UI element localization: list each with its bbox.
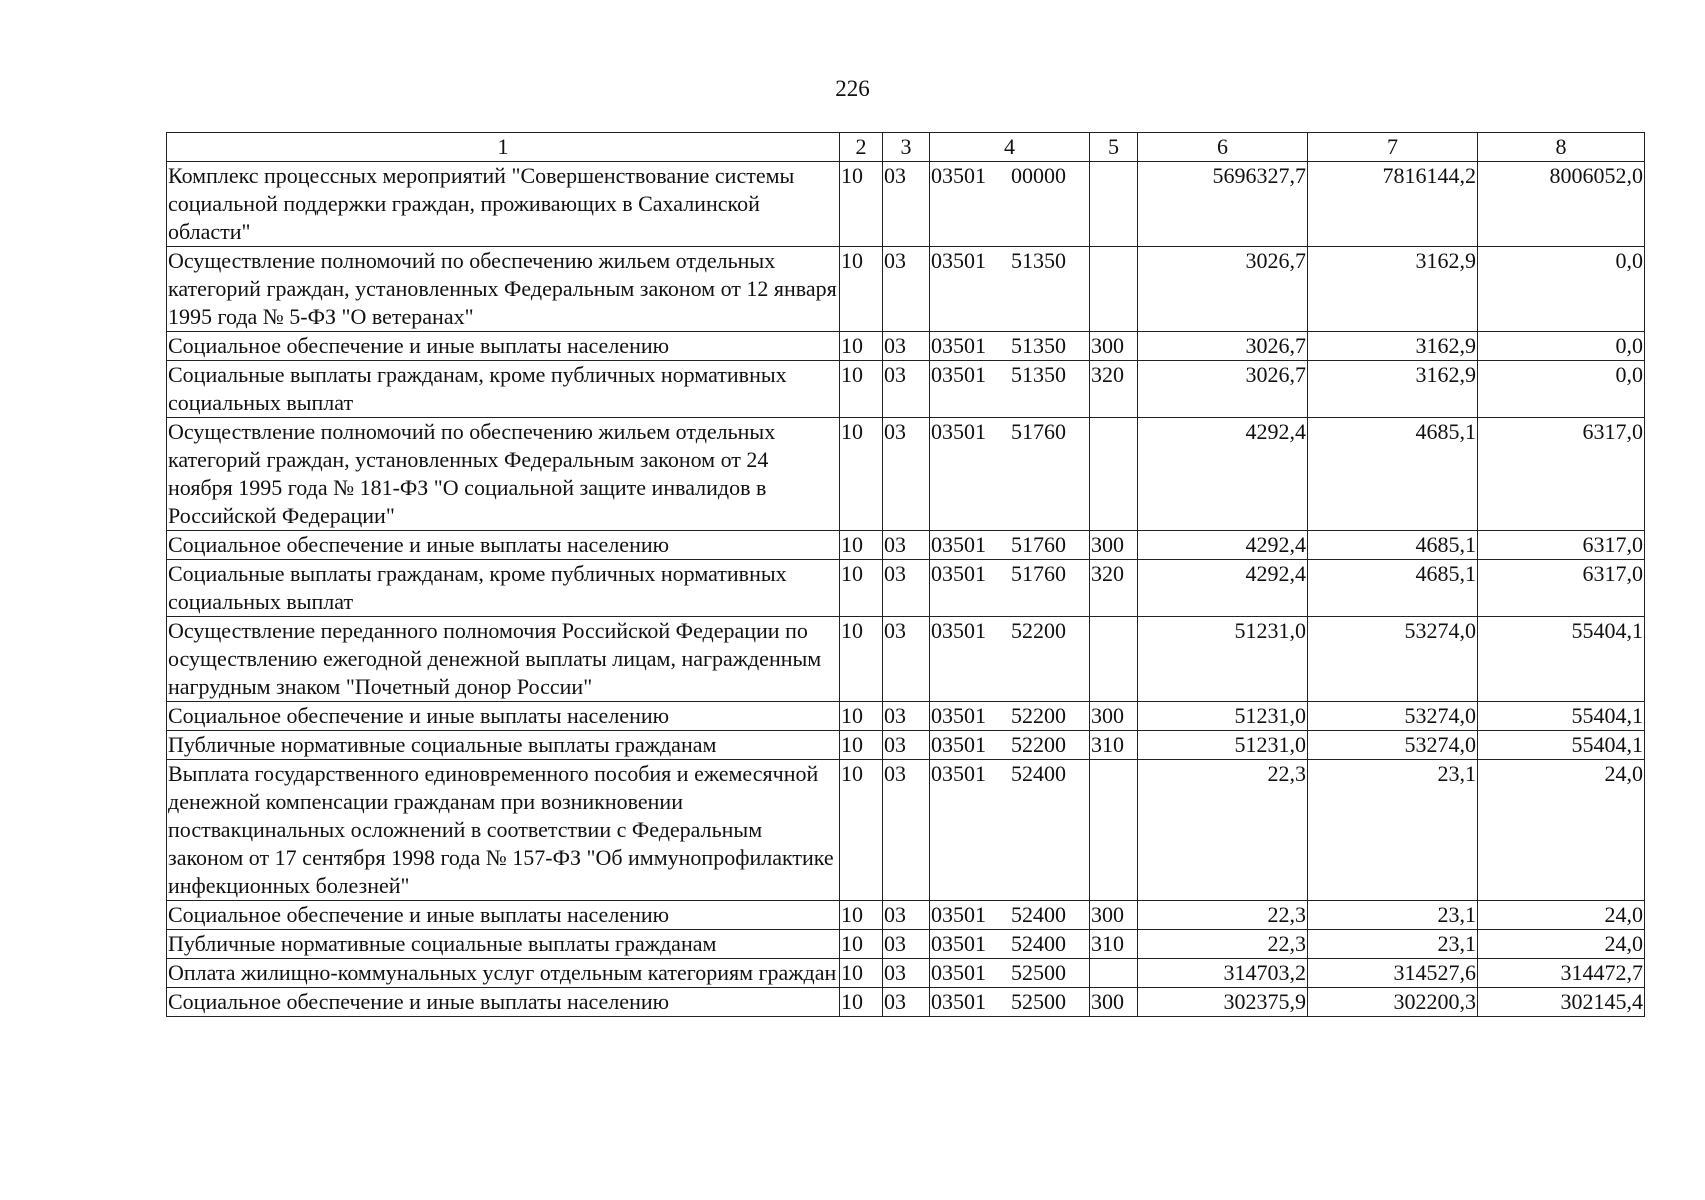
target-article-cell — [930, 988, 1090, 1017]
row-name-cell: Социальные выплаты гражданам, кроме публичных нормативных социальных выплат — [167, 361, 840, 418]
program-code: 03501 — [931, 989, 986, 1014]
amount-col-7-cell: 4685,1 — [1308, 531, 1478, 560]
header-cell: 2 — [840, 133, 883, 162]
header-cell: 6 — [1138, 133, 1308, 162]
direction-code: 52400 — [1011, 931, 1066, 956]
subsection-code-cell: 03 — [883, 531, 930, 560]
section-code-cell: 10 — [840, 901, 883, 930]
subsection-code-cell: 03 — [883, 332, 930, 361]
amount-col-6-cell: 4292,4 — [1138, 560, 1308, 617]
direction-code: 51350 — [1011, 362, 1066, 387]
table-body — [167, 162, 1645, 1017]
amount-col-6-cell: 302375,9 — [1138, 988, 1308, 1017]
table-row — [167, 702, 1645, 731]
row-name-cell: Социальное обеспечение и иные выплаты населению — [167, 702, 840, 731]
target-article-cell — [930, 959, 1090, 988]
header-cell: 7 — [1308, 133, 1478, 162]
expense-type-cell — [1090, 418, 1138, 531]
target-article-cell — [930, 247, 1090, 332]
header-cell: 5 — [1090, 133, 1138, 162]
program-code: 03501 — [931, 561, 986, 586]
subsection-code-cell: 03 — [883, 560, 930, 617]
row-name-cell: Социальное обеспечение и иные выплаты населению — [167, 988, 840, 1017]
program-code: 03501 — [931, 333, 986, 358]
amount-col-6-cell: 4292,4 — [1138, 418, 1308, 531]
table-row — [167, 247, 1645, 332]
amount-col-8-cell: 0,0 — [1478, 332, 1645, 361]
table-row — [167, 531, 1645, 560]
row-name-cell: Осуществление полномочий по обеспечению жильем отдельных категорий граждан, установленных Федеральным законом от 24 ноября 1995 года № 181-ФЗ "О социальной защите инвалидов в Российской Федерации" — [167, 418, 840, 531]
amount-col-6-cell: 314703,2 — [1138, 959, 1308, 988]
expense-type-cell: 300 — [1090, 901, 1138, 930]
amount-col-7-cell: 3162,9 — [1308, 332, 1478, 361]
section-code-cell: 10 — [840, 531, 883, 560]
amount-col-6-cell: 3026,7 — [1138, 332, 1308, 361]
section-code-cell: 10 — [840, 247, 883, 332]
section-code-cell: 10 — [840, 560, 883, 617]
target-article-cell — [930, 731, 1090, 760]
header-cell: 4 — [930, 133, 1090, 162]
table-row — [167, 988, 1645, 1017]
expense-type-cell — [1090, 162, 1138, 247]
amount-col-7-cell: 23,1 — [1308, 930, 1478, 959]
section-code-cell: 10 — [840, 731, 883, 760]
amount-col-8-cell: 55404,1 — [1478, 617, 1645, 702]
direction-code: 52200 — [1011, 703, 1066, 728]
target-article-cell — [930, 531, 1090, 560]
amount-col-7-cell: 53274,0 — [1308, 617, 1478, 702]
subsection-code-cell: 03 — [883, 162, 930, 247]
row-name-cell: Публичные нормативные социальные выплаты гражданам — [167, 731, 840, 760]
expense-type-cell: 310 — [1090, 731, 1138, 760]
direction-code: 51760 — [1011, 561, 1066, 586]
amount-col-8-cell: 0,0 — [1478, 361, 1645, 418]
amount-col-6-cell: 22,3 — [1138, 901, 1308, 930]
program-code: 03501 — [931, 618, 986, 643]
header-cell: 1 — [167, 133, 840, 162]
row-name-cell: Осуществление полномочий по обеспечению жильем отдельных категорий граждан, установленных Федеральным законом от 12 января 1995 года № 5-ФЗ "О ветеранах" — [167, 247, 840, 332]
amount-col-8-cell: 6317,0 — [1478, 560, 1645, 617]
amount-col-7-cell: 3162,9 — [1308, 361, 1478, 418]
page-number: 226 — [835, 76, 870, 101]
amount-col-8-cell: 24,0 — [1478, 901, 1645, 930]
direction-code: 00000 — [1011, 163, 1066, 188]
header-row — [167, 133, 1645, 162]
expense-type-cell: 300 — [1090, 702, 1138, 731]
direction-code: 51350 — [1011, 333, 1066, 358]
subsection-code-cell: 03 — [883, 988, 930, 1017]
program-code: 03501 — [931, 761, 986, 786]
row-name-cell: Социальное обеспечение и иные выплаты населению — [167, 332, 840, 361]
amount-col-8-cell: 0,0 — [1478, 247, 1645, 332]
direction-code: 52500 — [1011, 989, 1066, 1014]
program-code: 03501 — [931, 931, 986, 956]
subsection-code-cell: 03 — [883, 760, 930, 901]
subsection-code-cell: 03 — [883, 731, 930, 760]
subsection-code-cell: 03 — [883, 418, 930, 531]
amount-col-7-cell: 4685,1 — [1308, 418, 1478, 531]
program-code: 03501 — [931, 902, 986, 927]
amount-col-7-cell: 7816144,2 — [1308, 162, 1478, 247]
table-row — [167, 418, 1645, 531]
expense-type-cell: 320 — [1090, 361, 1138, 418]
section-code-cell: 10 — [840, 959, 883, 988]
row-name-cell: Социальные выплаты гражданам, кроме публичных нормативных социальных выплат — [167, 560, 840, 617]
section-code-cell: 10 — [840, 418, 883, 531]
budget-table — [166, 132, 1645, 1017]
subsection-code-cell: 03 — [883, 959, 930, 988]
row-name-cell: Социальное обеспечение и иные выплаты населению — [167, 531, 840, 560]
amount-col-7-cell: 53274,0 — [1308, 731, 1478, 760]
table-row — [167, 162, 1645, 247]
section-code-cell: 10 — [840, 760, 883, 901]
amount-col-6-cell: 5696327,7 — [1138, 162, 1308, 247]
direction-code: 52400 — [1011, 902, 1066, 927]
table-row — [167, 560, 1645, 617]
amount-col-7-cell: 302200,3 — [1308, 988, 1478, 1017]
row-name-cell: Комплекс процессных мероприятий "Совершенствование системы социальной поддержки граждан, проживающих в Сахалинской области" — [167, 162, 840, 247]
amount-col-7-cell: 314527,6 — [1308, 959, 1478, 988]
direction-code: 52500 — [1011, 960, 1066, 985]
target-article-cell — [930, 332, 1090, 361]
subsection-code-cell: 03 — [883, 361, 930, 418]
section-code-cell: 10 — [840, 332, 883, 361]
amount-col-8-cell: 55404,1 — [1478, 702, 1645, 731]
amount-col-7-cell: 23,1 — [1308, 760, 1478, 901]
program-code: 03501 — [931, 732, 986, 757]
table-row — [167, 901, 1645, 930]
target-article-cell — [930, 901, 1090, 930]
subsection-code-cell: 03 — [883, 617, 930, 702]
subsection-code-cell: 03 — [883, 247, 930, 332]
target-article-cell — [930, 617, 1090, 702]
amount-col-8-cell: 314472,7 — [1478, 959, 1645, 988]
expense-type-cell — [1090, 959, 1138, 988]
amount-col-7-cell: 53274,0 — [1308, 702, 1478, 731]
table-row — [167, 332, 1645, 361]
target-article-cell — [930, 760, 1090, 901]
amount-col-7-cell: 4685,1 — [1308, 560, 1478, 617]
target-article-cell — [930, 418, 1090, 531]
expense-type-cell: 300 — [1090, 988, 1138, 1017]
row-name-cell: Публичные нормативные социальные выплаты гражданам — [167, 930, 840, 959]
target-article-cell — [930, 361, 1090, 418]
expense-type-cell: 320 — [1090, 560, 1138, 617]
program-code: 03501 — [931, 532, 986, 557]
target-article-cell — [930, 162, 1090, 247]
amount-col-7-cell: 3162,9 — [1308, 247, 1478, 332]
amount-col-6-cell: 3026,7 — [1138, 361, 1308, 418]
amount-col-8-cell: 8006052,0 — [1478, 162, 1645, 247]
section-code-cell: 10 — [840, 162, 883, 247]
program-code: 03501 — [931, 362, 986, 387]
row-name-cell: Осуществление переданного полномочия Российской Федерации по осуществлению ежегодной денежной выплаты лицам, награжденным нагрудным знаком "Почетный донор России" — [167, 617, 840, 702]
table-row — [167, 731, 1645, 760]
table-row — [167, 760, 1645, 901]
amount-col-6-cell: 51231,0 — [1138, 702, 1308, 731]
expense-type-cell: 300 — [1090, 332, 1138, 361]
program-code: 03501 — [931, 163, 986, 188]
row-name-cell: Оплата жилищно-коммунальных услуг отдельным категориям граждан — [167, 959, 840, 988]
table-row — [167, 930, 1645, 959]
target-article-cell — [930, 702, 1090, 731]
subsection-code-cell: 03 — [883, 901, 930, 930]
row-name-cell: Социальное обеспечение и иные выплаты населению — [167, 901, 840, 930]
program-code: 03501 — [931, 419, 986, 444]
header-cell: 8 — [1478, 133, 1645, 162]
direction-code: 52400 — [1011, 761, 1066, 786]
amount-col-7-cell: 23,1 — [1308, 901, 1478, 930]
expense-type-cell: 300 — [1090, 531, 1138, 560]
amount-col-8-cell: 24,0 — [1478, 760, 1645, 901]
section-code-cell: 10 — [840, 617, 883, 702]
amount-col-6-cell: 22,3 — [1138, 930, 1308, 959]
expense-type-cell — [1090, 760, 1138, 901]
amount-col-8-cell: 6317,0 — [1478, 531, 1645, 560]
expense-type-cell — [1090, 247, 1138, 332]
amount-col-6-cell: 3026,7 — [1138, 247, 1308, 332]
amount-col-6-cell: 51231,0 — [1138, 731, 1308, 760]
header-cell: 3 — [883, 133, 930, 162]
amount-col-8-cell: 6317,0 — [1478, 418, 1645, 531]
subsection-code-cell: 03 — [883, 702, 930, 731]
target-article-cell — [930, 560, 1090, 617]
amount-col-6-cell: 51231,0 — [1138, 617, 1308, 702]
table-row — [167, 959, 1645, 988]
amount-col-8-cell: 55404,1 — [1478, 731, 1645, 760]
direction-code: 52200 — [1011, 618, 1066, 643]
section-code-cell: 10 — [840, 702, 883, 731]
section-code-cell: 10 — [840, 361, 883, 418]
expense-type-cell: 310 — [1090, 930, 1138, 959]
direction-code: 52200 — [1011, 732, 1066, 757]
target-article-cell — [930, 930, 1090, 959]
amount-col-8-cell: 302145,4 — [1478, 988, 1645, 1017]
table-row — [167, 361, 1645, 418]
table-row — [167, 617, 1645, 702]
direction-code: 51760 — [1011, 419, 1066, 444]
amount-col-8-cell: 24,0 — [1478, 930, 1645, 959]
amount-col-6-cell: 4292,4 — [1138, 531, 1308, 560]
subsection-code-cell: 03 — [883, 930, 930, 959]
expense-type-cell — [1090, 617, 1138, 702]
program-code: 03501 — [931, 248, 986, 273]
section-code-cell: 10 — [840, 988, 883, 1017]
program-code: 03501 — [931, 703, 986, 728]
direction-code: 51760 — [1011, 532, 1066, 557]
section-code-cell: 10 — [840, 930, 883, 959]
direction-code: 51350 — [1011, 248, 1066, 273]
amount-col-6-cell: 22,3 — [1138, 760, 1308, 901]
program-code: 03501 — [931, 960, 986, 985]
row-name-cell: Выплата государственного единовременного пособия и ежемесячной денежной компенсации гражданам при возникновении поствакцинальных осложнений в соответствии с Федеральным законом от 17 сентября 1998 года № 157-ФЗ "Об иммунопрофилактике инфекционных болезней" — [167, 760, 840, 901]
